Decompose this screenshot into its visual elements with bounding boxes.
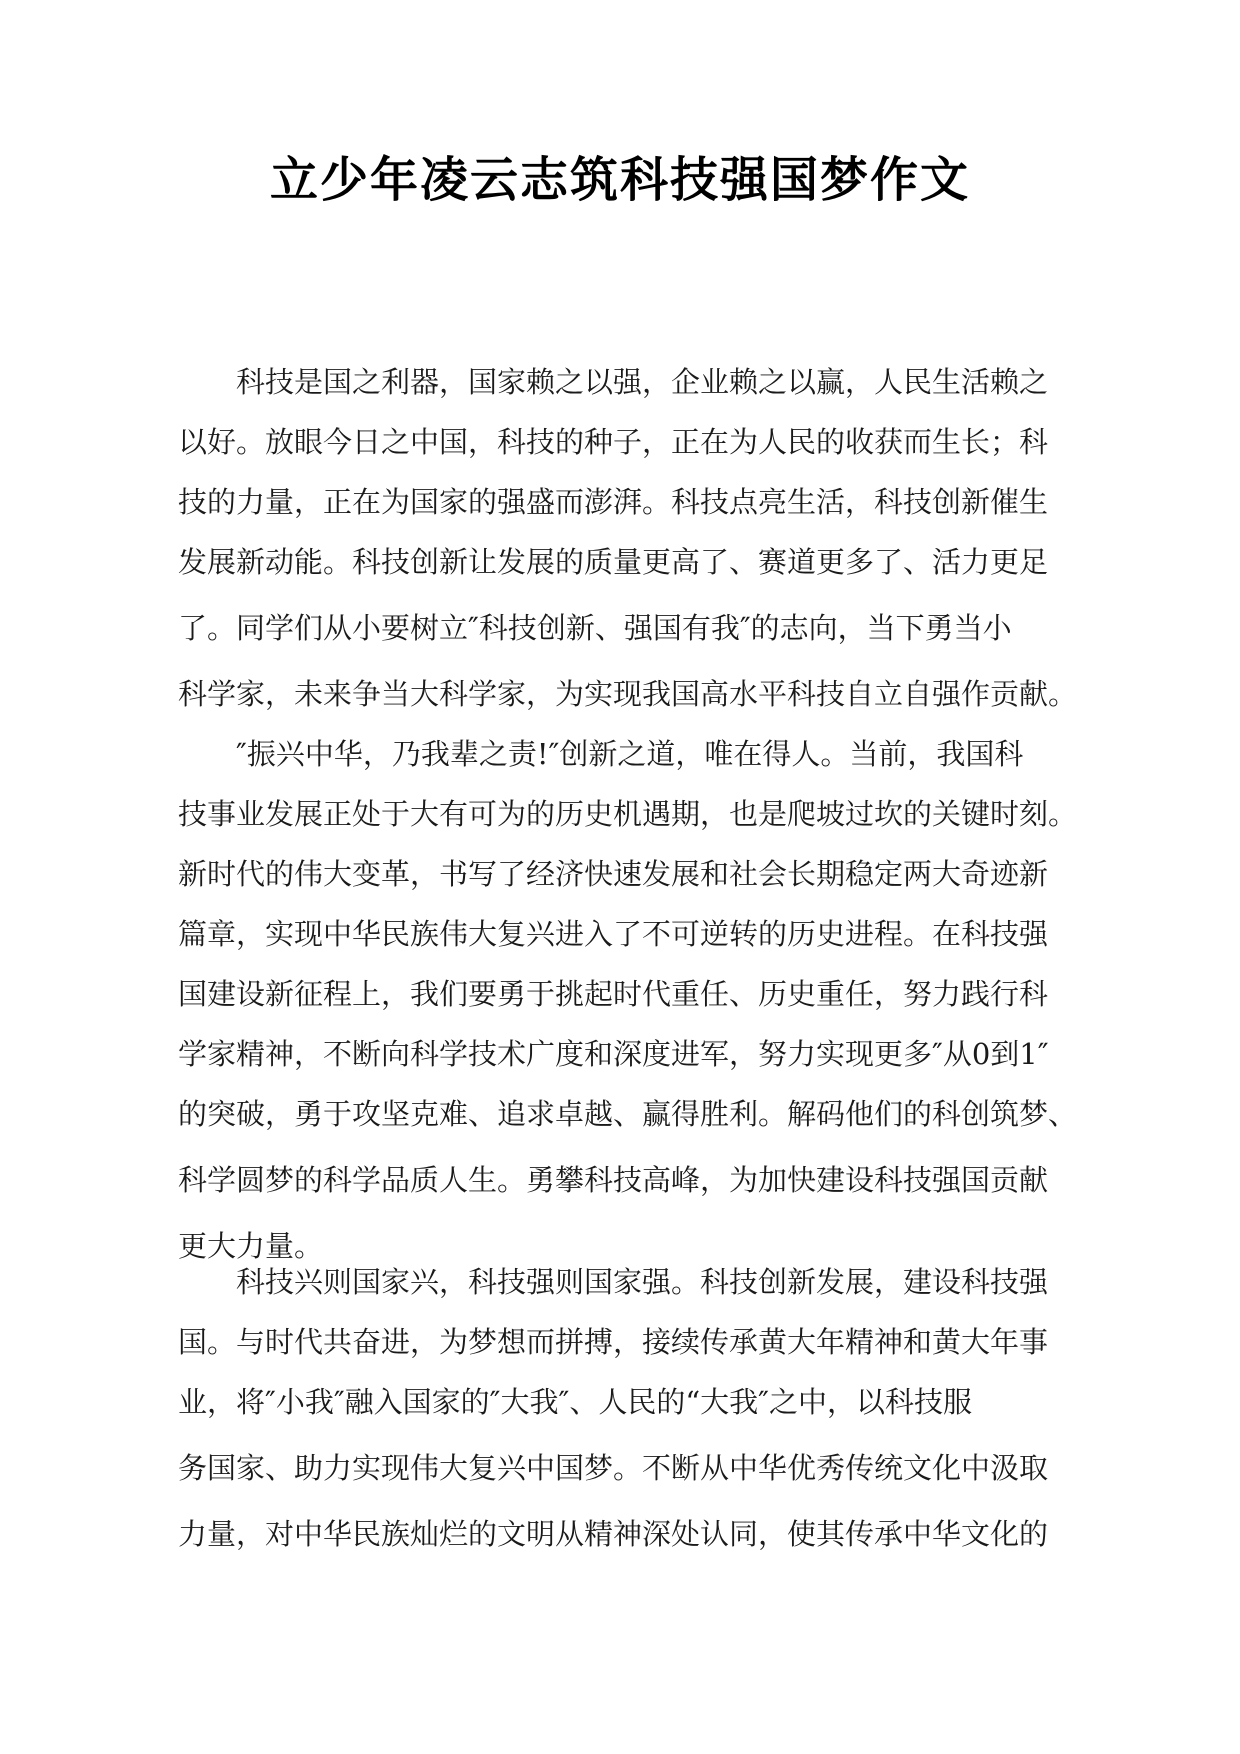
text-line: 科技兴则国家兴，科技强则国家强。科技创新发展，建设科技强 [236, 1265, 1049, 1299]
text-line: 国建设新征程上，我们要勇于挑起时代重任、历史重任，努力践行科 [178, 977, 1049, 1011]
text-line: 国。与时代共奋进，为梦想而拼搏，接续传承黄大年精神和黄大年事 [178, 1325, 1049, 1359]
text-line: 学家精神，不断向科学技术广度和深度进军，努力实现更多″从0到1″ [178, 1037, 1049, 1071]
text-line: 新时代的伟大变革，书写了经济快速发展和社会长期稳定两大奇迹新 [178, 857, 1049, 891]
paragraph-2 [178, 724, 1078, 1276]
text-line: ″振兴中华，乃我辈之责!″创新之道，唯在得人。当前，我国科 [236, 737, 1024, 771]
text-line: 科学圆梦的科学品质人生。勇攀科技高峰，为加快建设科技强国贡献 [178, 1163, 1049, 1197]
text-line: 业，将″小我″融入国家的″大我″、人民的“大我″之中，以科技服 [178, 1385, 972, 1419]
text-line: 科技是国之利器，国家赖之以强，企业赖之以赢，人民生活赖之 [236, 365, 1049, 399]
text-line: 了。同学们从小要树立″科技创新、强国有我″的志向，当下勇当小 [178, 611, 1012, 645]
text-line: 的突破，勇于攻坚克难、追求卓越、赢得胜利。解码他们的科创筑梦、 [178, 1097, 1078, 1131]
text-line: 务国家、助力实现伟大复兴中国梦。不断从中华优秀传统文化中汲取 [178, 1451, 1049, 1485]
text-line: 发展新动能。科技创新让发展的质量更高了、赛道更多了、活力更足 [178, 545, 1049, 579]
document-title: 立少年凌云志筑科技强国梦作文 [269, 152, 970, 208]
text-line: 更大力量。 [178, 1229, 324, 1263]
text-line: 技事业发展正处于大有可为的历史机遇期，也是爬坡过坎的关键时刻。 [178, 797, 1078, 831]
text-line: 篇章，实现中华民族伟大复兴进入了不可逆转的历史进程。在科技强 [178, 917, 1049, 951]
text-line: 力量，对中华民族灿烂的文明从精神深处认同，使其传承中华文化的 [178, 1517, 1049, 1551]
paragraph-1 [178, 352, 1078, 724]
text-line: 科学家，未来争当大科学家，为实现我国高水平科技自立自强作贡献。 [178, 677, 1078, 711]
text-line: 技的力量，正在为国家的强盛而澎湃。科技点亮生活，科技创新催生 [178, 485, 1049, 519]
paragraph-3 [178, 1252, 1058, 1564]
text-line: 以好。放眼今日之中国，科技的种子，正在为人民的收获而生长；科 [178, 425, 1049, 459]
